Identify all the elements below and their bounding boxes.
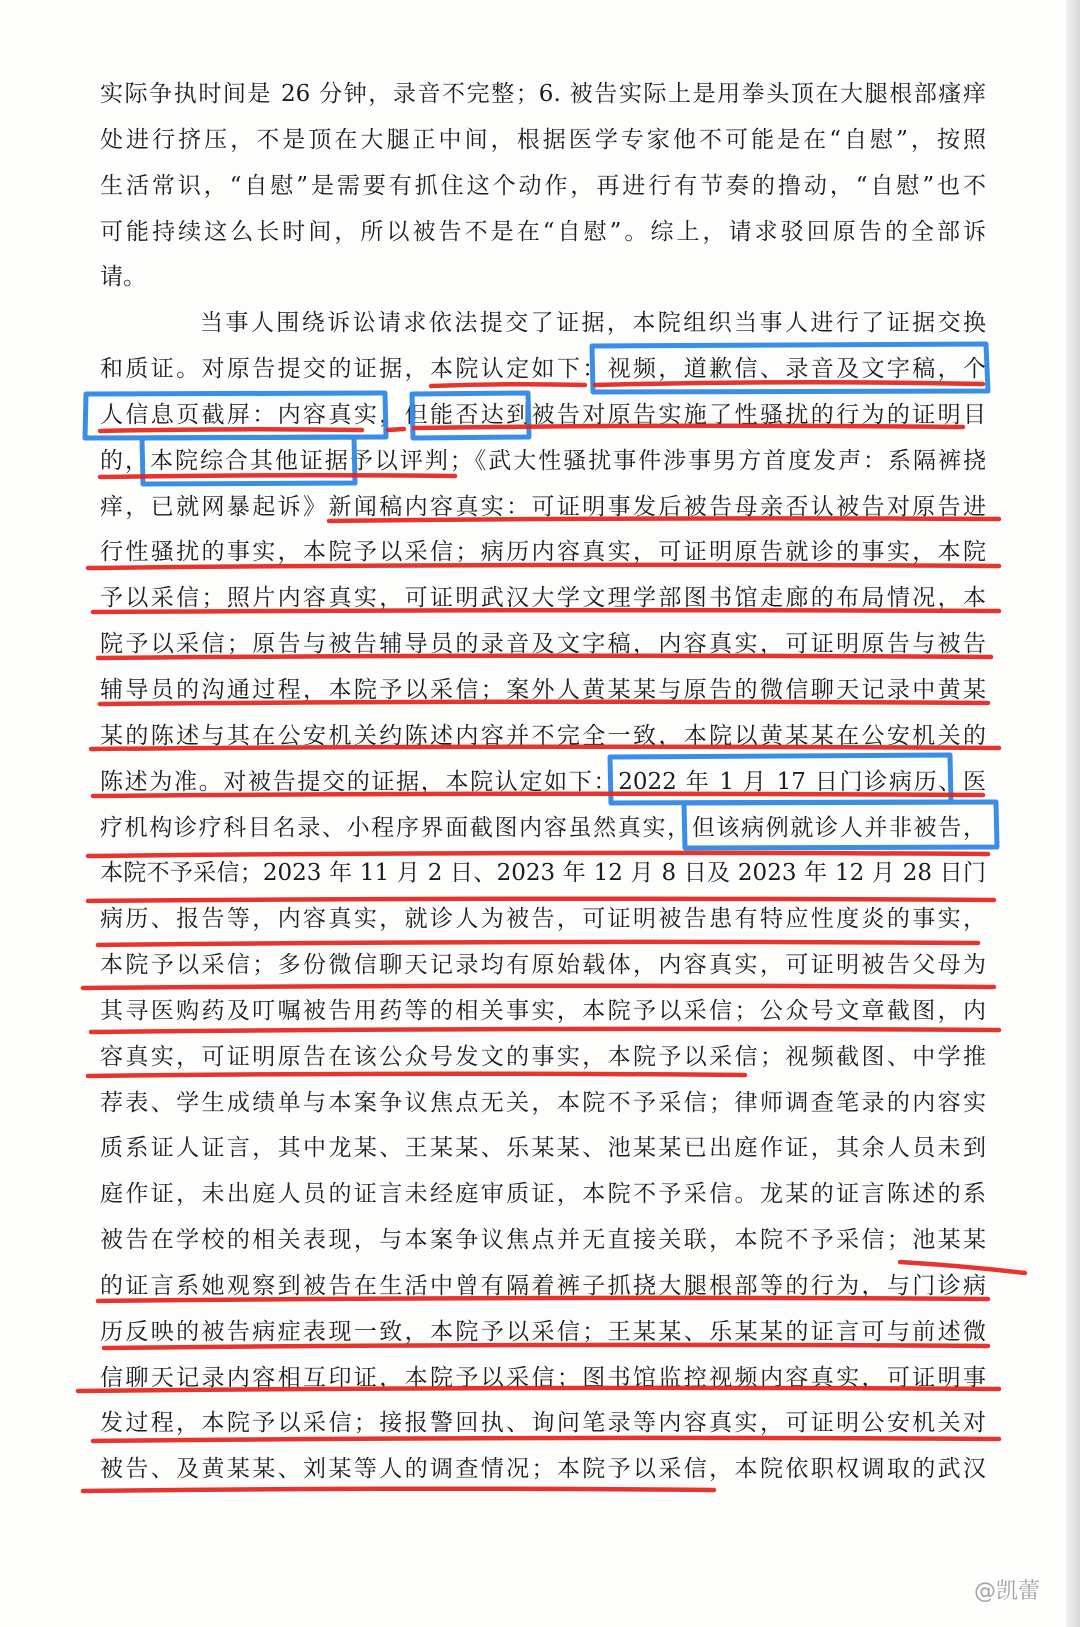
page-edge-shadow [1066, 0, 1080, 1627]
judgment-text [100, 72, 986, 1493]
text-line: 质系证人证言，其中龙某、王某某、乐某某、池某某已出庭作证，其余人员未到 [100, 1135, 986, 1162]
text-line: 陈述为准。对被告提交的证据，本院认定如下：2022 年 1 月 17 日门诊病历、医 [100, 768, 986, 795]
text-line: 予以采信；照片内容真实，可证明武汉大学文理学部图书馆走廊的布局情况，本 [100, 585, 986, 612]
text-line: 庭作证，未出庭人员的证言未经庭审质证，本院不予采信。龙某的证言陈述的系 [100, 1181, 986, 1208]
text-line: 辅导员的沟通过程，本院予以采信；案外人黄某某与原告的微信聊天记录中黄某 [100, 676, 986, 703]
text-line: 其寻医购药及叮嘱被告用药等的相关事实，本院予以采信；公众号文章截图，内 [100, 997, 986, 1024]
text-line: 被告、及黄某某、刘某等人的调查情况；本院予以采信，本院依职权调取的武汉 [100, 1456, 986, 1483]
watermark-text: @凯蕾 [973, 1579, 1040, 1604]
text-line: 痒，已就网暴起诉》新闻稿内容真实：可证明事发后被告母亲否认被告对原告进 [100, 493, 986, 520]
text-line: 历反映的被告病症表现一致，本院予以采信；王某某、乐某某的证言可与前述微 [100, 1318, 986, 1345]
text-line: 疗机构诊疗科目名录、小程序界面截图内容虽然真实，但该病例就诊人并非被告， [100, 814, 986, 841]
text-line: 实际争执时间是 26 分钟，录音不完整；6. 被告实际上是用拳头顶在大腿根部瘙痒 [100, 81, 986, 107]
text-line: 生活常识，“自慰”是需要有抓住这个动作，再进行有节奏的撸动，“自慰”也不 [100, 172, 986, 199]
text-line: 病历、报告等，内容真实，就诊人为被告，可证明被告患有特应性度炎的事实， [100, 906, 986, 933]
text-line: 本院不予采信；2023 年 11 月 2 日、2023 年 12 月 8 日及 2023 年 12 月 28 日门 [100, 860, 986, 887]
text-line: 行性骚扰的事实，本院予以采信；病历内容真实，可证明原告就诊的事实，本院 [100, 539, 986, 566]
text-line: 人信息页截屏：内容真实，但能否达到被告对原告实施了性骚扰的行为的证明目 [100, 401, 986, 428]
text-line: 被告在学校的相关表现，与本案争议焦点并无直接关联，本院不予采信；池某某 [100, 1227, 986, 1254]
text-line: 荐表、学生成绩单与本案争议焦点无关，本院不予采信；律师调查笔录的内容实 [100, 1089, 986, 1116]
text-line: 容真实，可证明原告在该公众号发文的事实，本院予以采信；视频截图、中学推 [100, 1043, 986, 1070]
text-line: 院予以采信；原告与被告辅导员的录音及文字稿，内容真实，可证明原告与被告 [100, 631, 986, 658]
text-line: 可能持续这么长时间，所以被告不是在“自慰”。综上，请求驳回原告的全部诉 [100, 218, 986, 245]
text-line: 的证言系她观察到被告在生活中曾有隔着裤子抓挠大腿根部等的行为，与门诊病 [100, 1272, 986, 1299]
text-line: 和质证。对原告提交的证据，本院认定如下：视频，道歉信、录音及文字稿，个 [100, 356, 986, 383]
text-line: 信聊天记录内容相互印证，本院予以采信；图书馆监控视频内容真实，可证明事 [100, 1364, 986, 1391]
text-line: 请。 [100, 264, 146, 291]
text-line: 本院予以采信；多份微信聊天记录均有原始载体，内容真实，可证明被告父母为 [100, 952, 986, 979]
text-line: 处进行挤压，不是顶在大腿正中间，根据医学专家他不可能是在“自慰”，按照 [100, 126, 986, 153]
text-line: 发过程，本院予以采信；接报警回执、询问笔录等内容真实，可证明公安机关对 [100, 1410, 986, 1437]
text-line: 的，本院综合其他证据予以评判；《武大性骚扰事件涉事男方首度发声：系隔裤挠 [100, 447, 986, 474]
text-line: 某的陈述与其在公安机关约陈述内容并不完全一致，本院以黄某某在公安机关的 [100, 722, 986, 749]
paragraph-start-line: 当事人围绕诉讼请求依法提交了证据，本院组织当事人进行了证据交换 [200, 310, 986, 337]
